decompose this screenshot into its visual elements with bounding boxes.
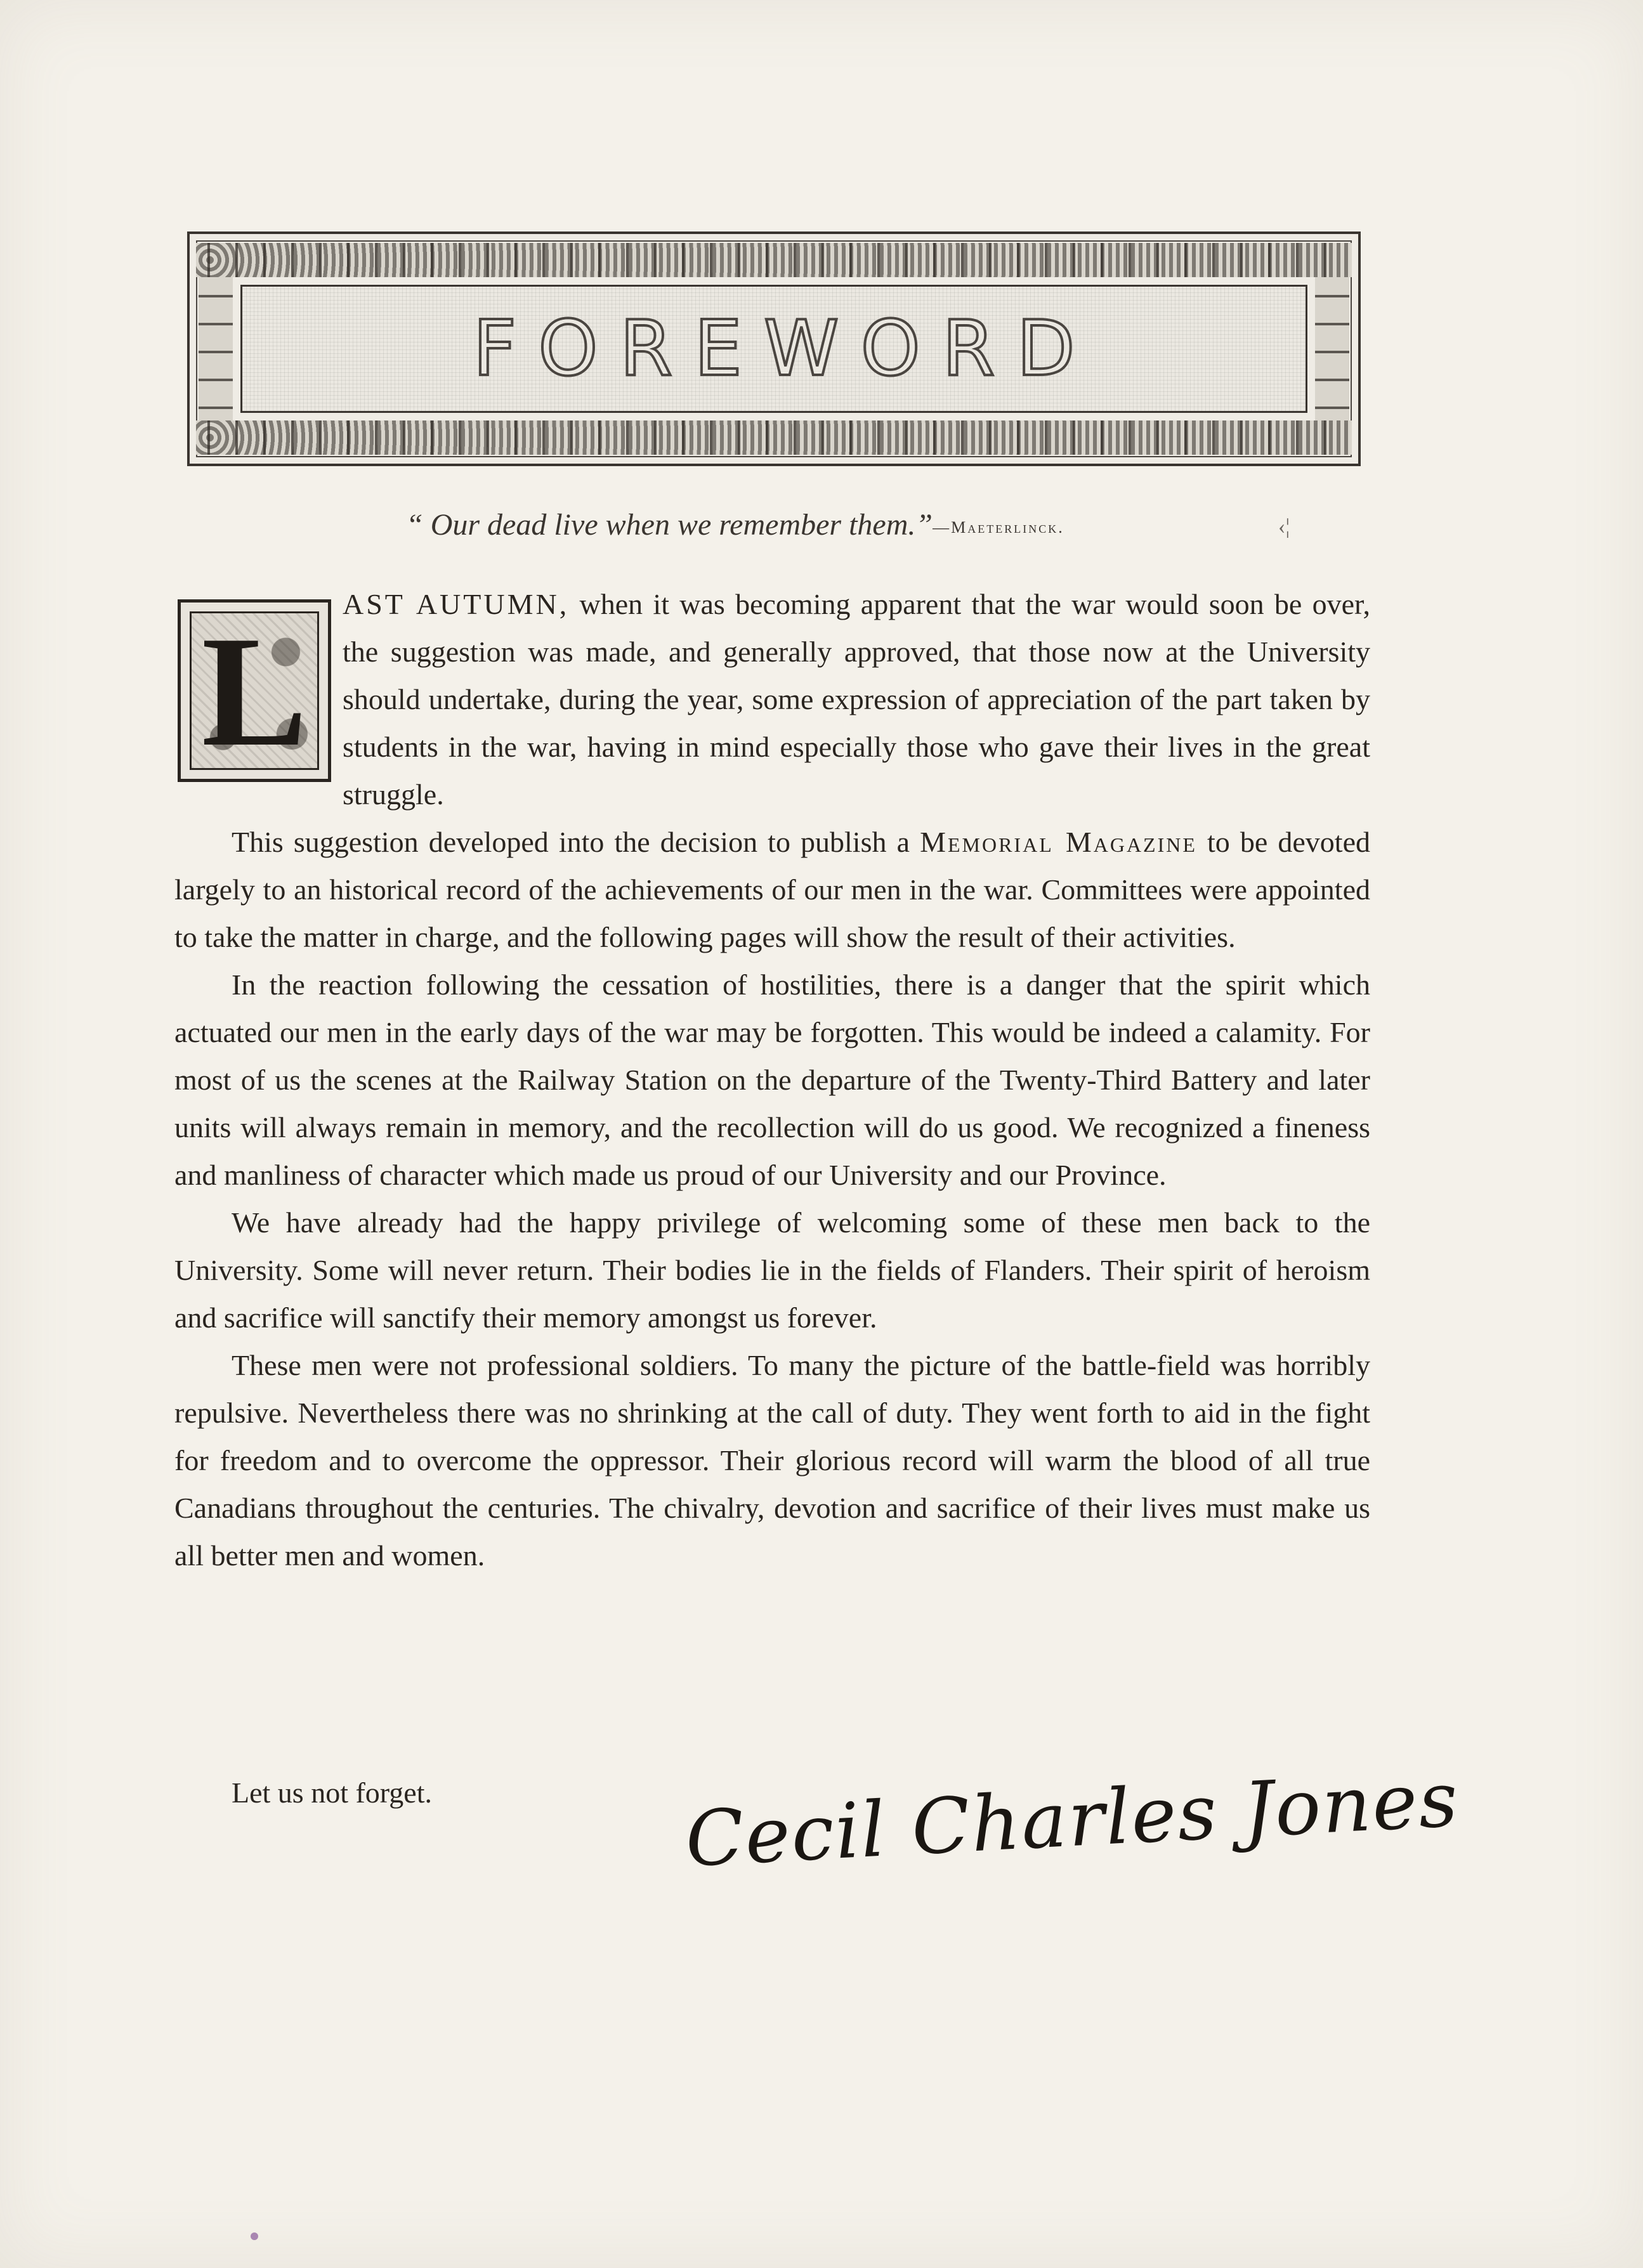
banner-ornament-left — [199, 277, 233, 420]
banner-ornament-top — [196, 243, 1352, 277]
magazine-name: Memorial Magazine — [920, 826, 1197, 858]
paragraph-1-lead: AST AUTUMN, — [343, 588, 570, 620]
banner-ornament-bottom — [196, 420, 1352, 455]
title-panel — [240, 285, 1307, 413]
closing-line: Let us not forget. — [232, 1776, 432, 1809]
epigraph — [406, 507, 1231, 542]
paragraph-2 — [174, 818, 1370, 961]
paragraph-3: In the reaction following the cessation of hostilities, there is a danger that the spirit which actuated our men in the early days of the war may be forgotten. This would be indeed a calamity. For most of us the scenes at the Railway Station on the departure of the Twenty-Third Battery and later units will always remain in memory, and the recollection will do us good. We recognized a fineness and manliness of character which made us proud of our University and our Province. — [174, 968, 1370, 1191]
paragraph-1 — [174, 580, 1370, 818]
page-title: FOREWORD — [473, 304, 1097, 393]
title-banner — [187, 231, 1361, 466]
signature — [672, 1756, 1462, 1953]
signature-text: Cecil Charles Jones — [683, 1756, 1462, 1884]
body-text — [174, 580, 1370, 1579]
drop-cap-letter: L — [201, 604, 308, 779]
paragraph-4: We have already had the happy privilege of welcoming some of these men back to the University. Some will never return. Their bodies lie in the fields of Flanders. Their spirit of heroism and sacrifice will sanctify their memory amongst us forever. — [174, 1206, 1370, 1334]
paragraph-2-before: This suggestion developed into the decision to publish a — [232, 826, 920, 858]
banner-ornament-right — [1315, 277, 1349, 420]
paragraph-1-text: when it was becoming apparent that the war would soon be over, the suggestion was made, and generally approved, that those now at the University should undertake, during the year, some expression of appreciation of the part taken by students in the war, having in mind especially those who gave their lives in the great struggle. — [343, 588, 1370, 811]
epigraph-attribution: —Maeterlinck. — [933, 518, 1064, 537]
paragraph-5: These men were not professional soldiers. To many the picture of the battle-field was horribly repulsive. Nevertheless there was no shrinking at the call of duty. They went forth to aid in the fight for freedom and to overcome the oppressor. Their glorious record will warm the blood of all true Canadians throughout the centuries. The chivalry, devotion and sacrifice of their lives must make us all better men and women. — [174, 1349, 1370, 1572]
paragraph-2-after: to be devoted largely to an historical record of the achievements of our men in the war. Committees were appointed to take the matter in charge, and the following pages will show the result of their activities. — [174, 826, 1370, 953]
stray-mark: ‹¦ — [1278, 515, 1290, 538]
epigraph-quote: “ Our dead live when we remember them.” — [406, 508, 933, 542]
ink-stain — [251, 2232, 258, 2240]
